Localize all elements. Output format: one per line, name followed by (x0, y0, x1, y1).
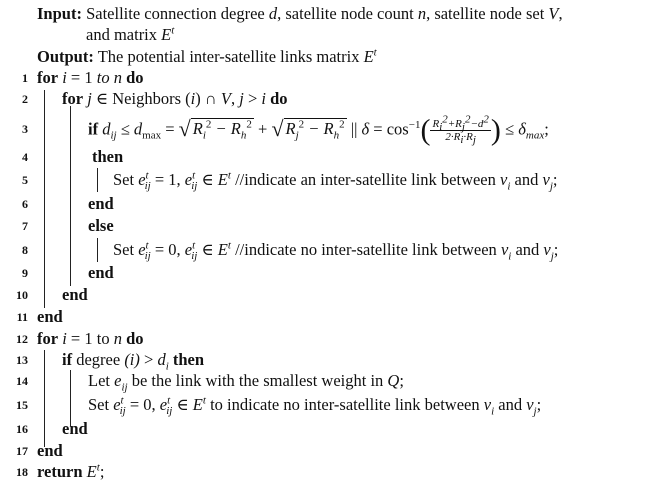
block-guide-second-for (44, 350, 45, 447)
line-number: 11 (16, 310, 28, 324)
line-number: 4 (22, 150, 28, 164)
line-number: 1 (22, 71, 28, 85)
output-label: Output: (37, 47, 94, 66)
input-label: Input: (37, 4, 82, 23)
algo-line-7: else (88, 216, 114, 235)
block-guide-if-degree (70, 370, 71, 426)
algo-line-11: end (37, 307, 63, 326)
algo-line-4: then (92, 147, 124, 166)
input-line (37, 4, 563, 24)
block-guide-inner-for (70, 106, 71, 286)
algo-line-14: Let $e_{ij}$ be the link with the smallest weight in Q; (88, 371, 404, 394)
line-number: 5 (22, 173, 28, 187)
line-number: 7 (22, 219, 28, 233)
sqrt-term-i: √ $R_i^2 - R_h^2$ (178, 116, 252, 142)
block-guide-else (97, 238, 98, 262)
line-number: 2 (22, 92, 28, 106)
algo-line-13: if degree $(i) > d_i$ then (62, 350, 205, 373)
line-number: 10 (16, 288, 28, 302)
algo-line-18: return $E^t$; (37, 461, 105, 481)
algo-line-2: for j ∈ Neighbors (i) ∩ V, j > i do (62, 89, 288, 108)
algo-line-17: end (37, 441, 63, 460)
algo-line-1: for i = 1 to n do (37, 68, 144, 87)
algo-line-10: end (62, 285, 88, 304)
output-text: The potential inter-satellite links matrix $E^t$ (97, 46, 377, 66)
algo-line-5: Set $e^t_{ij} = 1$, $e^t_{ij}$ ∈ $E^t$ //indicate an inter-satellite link between $v_i$ and $v_j$; (113, 169, 558, 193)
line-number: 18 (16, 465, 28, 479)
line-number: 15 (16, 398, 28, 412)
output-line (37, 47, 377, 67)
line-number: 14 (16, 374, 28, 388)
input-line-cont: and matrix $E^t$ (86, 24, 175, 44)
line-number: 3 (22, 122, 28, 136)
angle-fraction: $\frac{R_i^2+R_j^2-d^2}{2\cdot R_i\cdot R_j}$ (432, 113, 489, 147)
algo-line-16: end (62, 419, 88, 438)
sqrt-term-j: √ $R_j^2 - R_h^2$ (271, 116, 345, 142)
block-guide-then (97, 168, 98, 192)
line-number: 9 (22, 266, 28, 280)
line-number: 17 (16, 444, 28, 458)
line-number: 6 (22, 197, 28, 211)
input-text: Satellite connection degree d, satellite node count n, satellite node set V, (86, 4, 563, 23)
line-number: 8 (22, 243, 28, 257)
line-number: 13 (16, 353, 28, 367)
algo-line-3: if $d_{ij} \le d_{max}$ = √ $R_i^2 - R_h^2$ + √ $R_j^2 - R_h^2$ || $\delta = \cos^{-1}$( $\frac{R_i^2+R_j^2-d^2}{2\cdot R_i\cdot R_j}$ ) ≤ $\delta_{max}$; (88, 113, 549, 147)
line-number: 16 (16, 422, 28, 436)
block-guide-outer-for (44, 90, 45, 308)
algo-line-15: Set $e^t_{ij} = 0$, $e^t_{ij}$ ∈ $E^t$ to indicate no inter-satellite link between $v_i$ and $v_j$; (88, 394, 542, 418)
algo-line-6: end (88, 194, 114, 213)
algo-line-12: for i = 1 to n do (37, 329, 144, 348)
line-number: 12 (16, 332, 28, 346)
algo-line-8: Set $e^t_{ij} = 0$, $e^t_{ij}$ ∈ $E^t$ //indicate no inter-satellite link between $v_i$ and $v_j$; (113, 239, 559, 263)
algo-line-9: end (88, 263, 114, 282)
